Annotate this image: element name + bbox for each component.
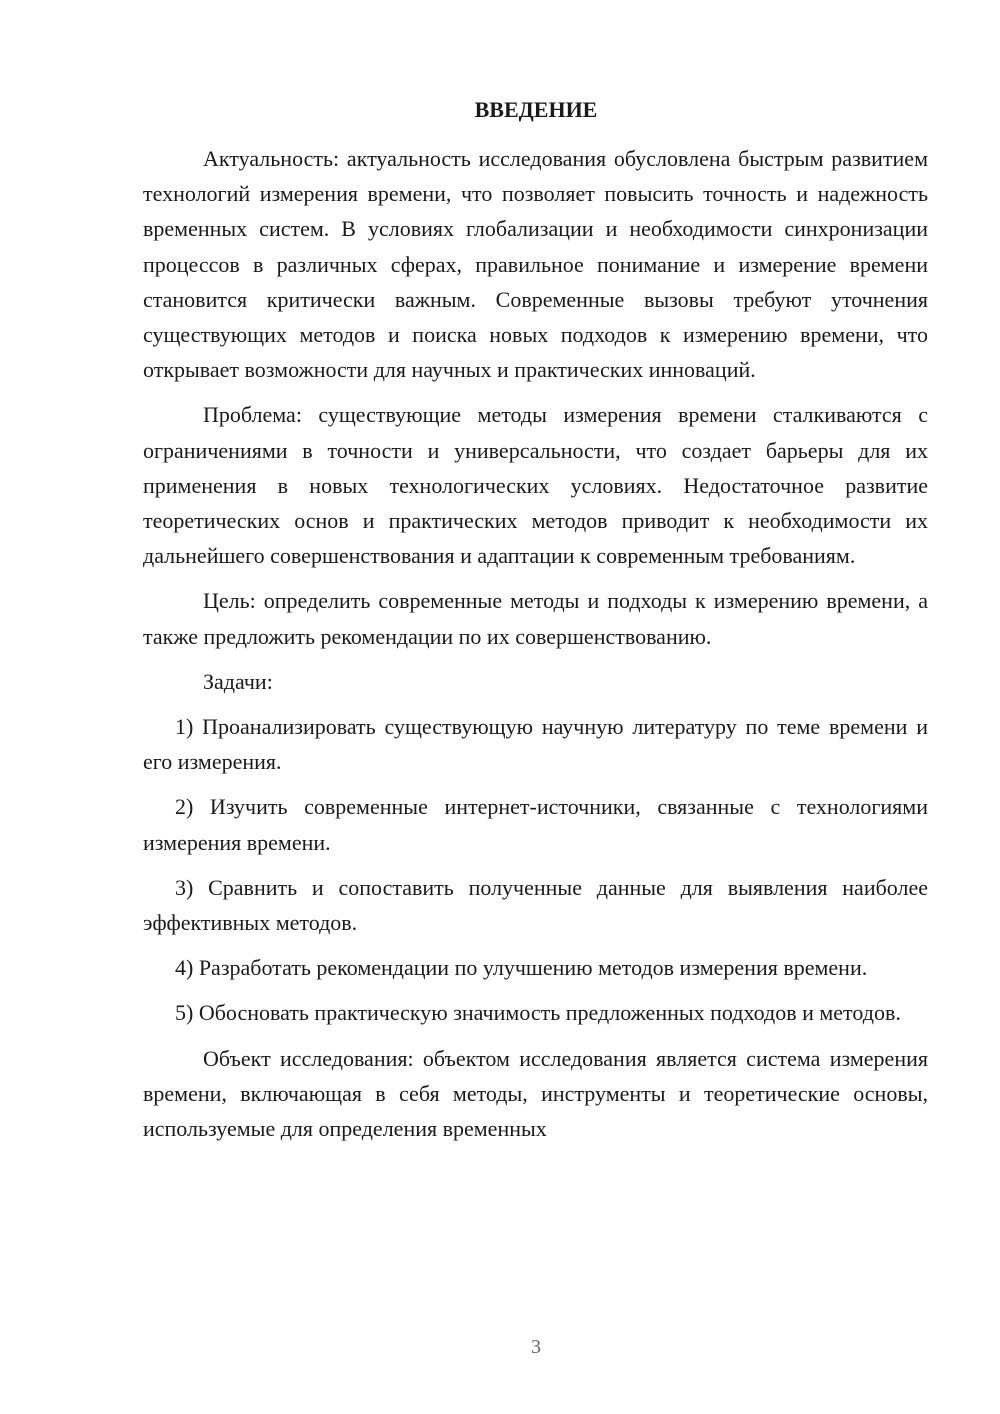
task-item: 2) Изучить современные интернет-источники, связанные с технологиями измерения времени. [143,794,928,855]
task-item: 3) Сравнить и сопоставить полученные данные для выявления наиболее эффективных методов. [143,874,928,936]
tasks-label: Задачи: [203,668,273,694]
task-item: 1) Проанализировать существующую научную литературу по теме времени и его измерения. [143,714,928,775]
problem-paragraph: Проблема: существующие методы измерения времени сталкиваются с ограничениями в точности и универсальности, что создает барьеры для их применения в новых технологических условиях. Недостаточное развитие теоретических основ и практических методов приводит к необходимости их дальнейшего совершенствования и адаптации к современным требованиям. [143,402,928,569]
goal-paragraph: Цель: определить современные методы и подходы к измерению времени, а также предложить рекомендации по их совершенствованию. [143,588,928,649]
task-item: 5) Обосновать практическую значимость предложенных подходов и методов. [175,1000,901,1026]
page-number: 3 [531,1336,541,1358]
task-item: 4) Разработать рекомендации по улучшению методов измерения времени. [175,955,868,981]
object-paragraph: Объект исследования: объектом исследования является система измерения времени, включающая в себя методы, инструменты и теоретические основы, используемые для определения временных [143,1045,928,1142]
relevance-paragraph: Актуальность: актуальность исследования обусловлена быстрым развитием технологий измерения времени, что позволяет повысить точность и надежность временных систем. В условиях глобализации и необходимости синхронизации процессов в различных сферах, правильное понимание и измерение времени становится критически важным. Современные вызовы требуют уточнения существующих методов и поиска новых подходов к измерению времени, что открывает возможности для научных и практических инноваций. [143,146,928,383]
body-text [143,141,928,1156]
section-heading: ВВЕДЕНИЕ [474,97,598,122]
